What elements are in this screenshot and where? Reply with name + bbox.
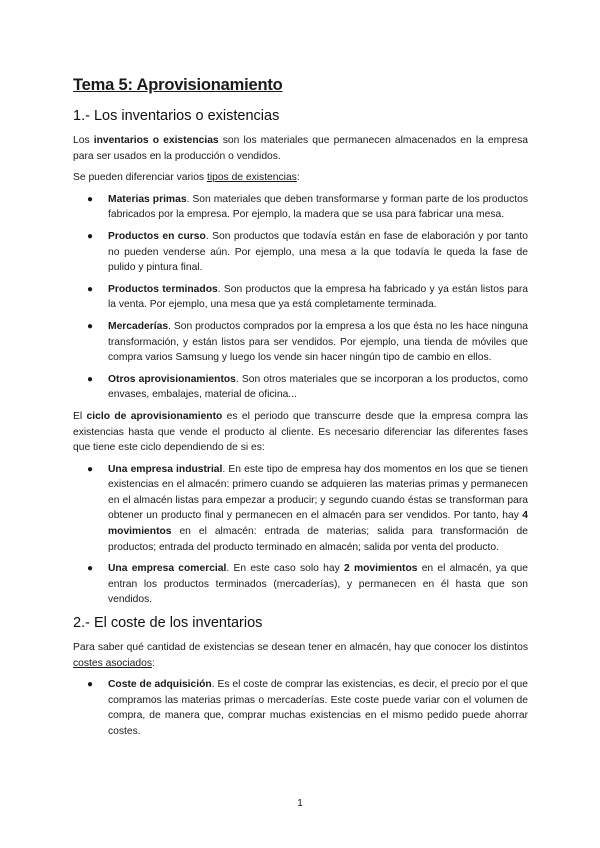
section-heading-coste: 2.- El coste de los inventarios [73, 615, 263, 632]
list-item: ● Una empresa comercial. En este caso solo hay 2 movimientos en el almacén, ya que entran los productos terminados (mercaderías), y permanecen en él hasta que son vendidos. [87, 563, 528, 606]
types-list [73, 192, 528, 403]
page-number: 1 [297, 798, 303, 809]
list-item: ● Mercaderías. Son productos comprados por la empresa a los que ésta no les hace ninguna transformación, y están listos para ser vendidos. Por ejemplo, una tienda de móviles que compra varios Samsung y luego los vende sin hacer ningún tipo de cambio en ellos. [87, 320, 528, 364]
bullet-icon: ● [87, 320, 94, 332]
bullet-icon: ● [87, 679, 94, 691]
inventarios-definition: Los inventarios o existencias son los materiales que permanecen almacenados en la empresa para ser usados en la producción o vendidos. [73, 135, 528, 162]
bullet-icon: ● [87, 463, 94, 475]
bullet-icon: ● [87, 283, 94, 295]
list-item: ● Coste de adquisición. Es el coste de comprar las existencias, es decir, el precio por el que compramos las materias primas o mercaderías. Este coste puede variar con el volumen de compra, de manera que, comprar muchas existencias en el mismo pedido puede ahorrar costes. [87, 679, 528, 737]
cycle-paragraph: El ciclo de aprovisionamiento es el periodo que transcurre desde que la empresa compra las existencias hasta que vende el producto al cliente. Es necesario diferenciar las diferentes fases que tiene este ciclo dependiendo de si es: [73, 410, 528, 454]
costs-list [73, 677, 528, 739]
bullet-icon: ● [87, 230, 94, 242]
types-intro: Se pueden diferenciar varios tipos de existencias: [73, 172, 300, 184]
bullet-icon: ● [87, 563, 94, 575]
bullet-icon: ● [87, 193, 94, 205]
list-item: ● Productos terminados. Son productos que la empresa ha fabricado y ya están listos para la venta. Por ejemplo, una mesa que ya está completamente terminada. [87, 283, 528, 311]
list-item: ● Una empresa industrial. En este tipo de empresa hay dos momentos en los que se tienen existencias en el almacén: primero cuando se adquieren las materias primas y permanecen en el almacén listas para empezar a producir; y segundo cuando éstas se transforman para obtener un producto final y permanecen en el almacén para ser vendidos. Por tanto, hay 4 movimientos en el almacén: entrada de materias; salida para transformación de productos; entrada del producto terminado en almacén; salida por venta del producto. [87, 463, 529, 553]
section-heading-inventarios: 1.- Los inventarios o existencias [73, 108, 280, 124]
list-item: ● Materias primas. Son materiales que deben transformarse y forman parte de los productos fabricados por la empresa. Por ejemplo, la madera que se usa para fabricar una mesa. [87, 193, 528, 221]
list-item: ● Productos en curso. Son productos que todavía están en fase de elaboración y por tanto no pueden venderse aún. Por ejemplo, una mesa a la que todavía le queda la fase de pulido y pintura final. [87, 230, 528, 274]
list-item: ● Otros aprovisionamientos. Son otros materiales que se incorporan a los productos, como envases, embalajes, material de oficina... [87, 373, 528, 401]
page-content [73, 75, 528, 746]
phases-list [73, 462, 528, 608]
document-title: Tema 5: Aprovisionamiento [73, 76, 283, 94]
coste-intro: Para saber qué cantidad de existencias se desean tener en almacén, hay que conocer los distintos costes asociados: [73, 642, 528, 669]
bullet-icon: ● [87, 373, 94, 385]
